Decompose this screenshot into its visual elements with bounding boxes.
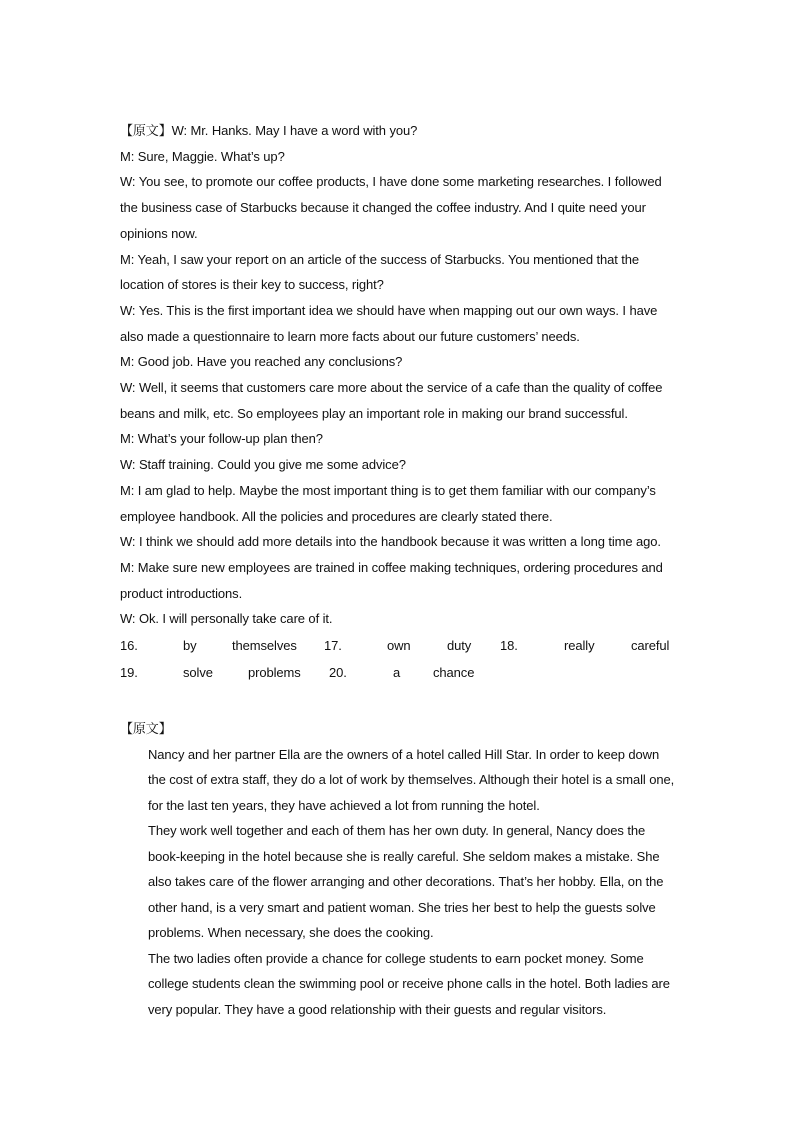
answer-word: duty [447, 638, 472, 654]
transcript-line: W: Staff training. Could you give me some advice? [120, 457, 406, 473]
document-page [120, 118, 675, 1022]
transcript-line: the business case of Starbucks because it changed the coffee industry. And I quite need your [120, 200, 646, 216]
transcript-line: W: You see, to promote our coffee products, I have done some marketing researches. I followed [120, 174, 662, 190]
transcript-line: M: Sure, Maggie. What’s up? [120, 148, 285, 164]
answer-word: own [387, 638, 411, 654]
transcript-line: 【原文】W: Mr. Hanks. May I have a word with you? [120, 123, 418, 138]
transcript-line: opinions now. [120, 225, 198, 241]
transcript-line: product introductions. [120, 585, 243, 601]
transcript-line: M: Yeah, I saw your report on an article of the success of Starbucks. You mentioned that the [120, 251, 640, 267]
passage-paragraph: Nancy and her partner Ella are the owners of a hotel called Hill Star. In order to keep down the cost of extra staff, they do a lot of work by themselves. Although their hotel is a small one, for the last ten years, they have achieved a lot from running the hotel. [148, 746, 675, 813]
answer-word: really [564, 638, 595, 654]
transcript-line: also made a questionnaire to learn more facts about our future customers’ needs. [120, 328, 580, 344]
answer-number: 20. [329, 665, 347, 681]
answer-word: solve [183, 665, 213, 681]
answer-word: by [183, 638, 197, 654]
section-spacer [120, 686, 675, 716]
answer-word: themselves [232, 638, 297, 654]
answer-word: careful [631, 638, 670, 654]
answer-word: problems [248, 665, 301, 681]
answer-number: 17. [324, 638, 342, 654]
transcript-line: beans and milk, etc. So employees play an important role in making our brand successful. [120, 405, 628, 421]
transcript-line: W: Ok. I will personally take care of it. [120, 611, 333, 627]
answer-word: a [393, 665, 401, 681]
answer-word: chance [433, 665, 475, 681]
transcript-line: employee handbook. All the policies and procedures are clearly stated there. [120, 508, 553, 524]
passage-paragraph: They work well together and each of them has her own duty. In general, Nancy does the book-keeping in the hotel because she is really careful. She seldom makes a mistake. She also takes care of the flower arranging and other decorations. That’s her hobby. Ella, on the other hand, is a very smart and patient woman. She tries her best to help the guests solve problems. When necessary, she does the cooking. [148, 823, 664, 941]
transcript-line: W: I think we should add more details into the handbook because it was written a long time ago. [120, 534, 661, 550]
transcript-line: W: Well, it seems that customers care more about the service of a cafe than the quality of coffee [120, 380, 663, 396]
transcript-line: location of stores is their key to success, right? [120, 277, 384, 293]
section-heading: 【原文】 [120, 721, 172, 737]
dialogue-transcript [120, 118, 675, 632]
answer-row [120, 632, 675, 659]
answer-number: 16. [120, 638, 138, 654]
transcript-line: W: Yes. This is the first important idea we should have when mapping out our own ways. I have [120, 302, 658, 318]
answer-key [120, 632, 675, 686]
transcript-line: M: I am glad to help. Maybe the most important thing is to get them familiar with our company’s [120, 482, 656, 498]
answer-number: 19. [120, 665, 138, 681]
answer-row [120, 659, 675, 686]
transcript-line: M: Good job. Have you reached any conclusions? [120, 354, 403, 370]
passage-paragraph: The two ladies often provide a chance for college students to earn pocket money. Some college students clean the swimming pool or receive phone calls in the hotel. Both ladies are very popular. They have a good relationship with their guests and regular visitors. [148, 950, 670, 1017]
passage-section [120, 716, 675, 1022]
transcript-line: M: What’s your follow-up plan then? [120, 431, 323, 447]
transcript-line: M: Make sure new employees are trained in coffee making techniques, ordering procedures and [120, 559, 663, 575]
answer-number: 18. [500, 638, 518, 654]
